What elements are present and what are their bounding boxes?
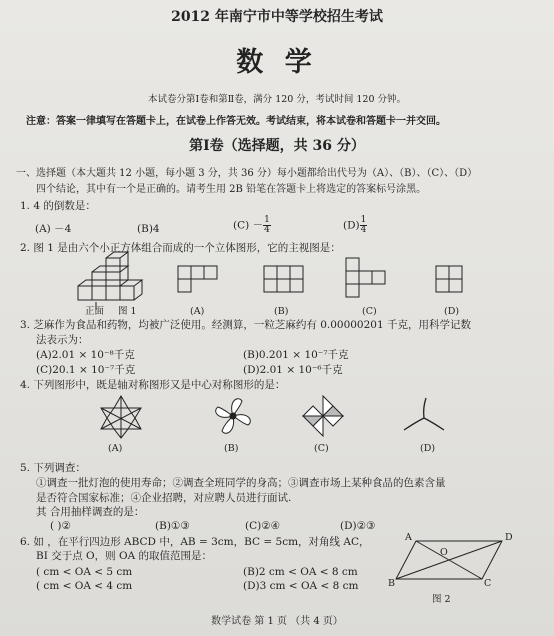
q6-line-1: 6. 如 ，在平行四边形 ABCD 中，AB = 3cm，BC = 5cm，对角线 AC， (20, 536, 370, 548)
q1-option-d (343, 216, 367, 235)
section-title: 第Ⅰ卷（选择题，共 36 分） (189, 138, 365, 154)
q6-parallelogram-figure (398, 533, 518, 589)
q6-option-b: (B)2 cm < OA < 8 cm (243, 566, 358, 578)
q1-option-d-denominator: 4 (360, 225, 367, 235)
exam-info-line: 本试卷分第Ⅰ卷和第Ⅱ卷，满分 120 分，考试时间 120 分钟。 (147, 94, 407, 105)
section-instructions-1: 一、选择题（本大题共 12 小题，每小题 3 分，共 36 分）每小题都给出代号为（A）、（B）、（C）、（D） (16, 168, 478, 179)
page-footer: 数学试卷 第 1 页 （共 4 页） (211, 616, 343, 627)
q4-option-c-windmill (300, 393, 346, 439)
q6-figure-label: 图 2 (432, 594, 451, 605)
q6-point-c: C (484, 578, 492, 589)
q4-option-c-label: (C) (314, 443, 329, 454)
q4-option-b-pinwheel-flower (208, 393, 258, 439)
q6-option-d: (D)3 cm < OA < 8 cm (243, 580, 359, 592)
q2-option-c-label: (C) (362, 306, 377, 317)
q3-option-b: (B)0.201 × 10⁻⁷千克 (243, 349, 349, 361)
q6-point-d: D (505, 532, 513, 543)
q5-option-d: (D)②③ (340, 520, 376, 532)
q5-line-2: 是否符合国家标准；④企业招聘，对应聘人员进行面试. (36, 492, 292, 504)
q5-option-b: (B)①③ (155, 520, 190, 532)
section-instructions-2: 四个结论，其中有一个是正确的。请考生用 2B 铅笔在答题卡上将选定的答案标号涂黑。 (36, 184, 427, 195)
notice-line: 注意：答案一律填写在答题卡上，在试卷上作答无效。考试结束，将本试卷和答题卡一并交回。 (26, 116, 446, 127)
q1-option-a: (A) －4 (35, 223, 72, 235)
q1-option-c-prefix: (C) － (233, 219, 264, 232)
q2-option-d-label: (D) (444, 306, 460, 317)
q4-option-a-label: (A) (108, 443, 123, 454)
q4-option-b-label: (B) (224, 443, 239, 454)
q5-line-3: 其 合用抽样调查的是： (36, 506, 145, 518)
subject-title: 数 学 (236, 47, 318, 78)
q1-option-d-numerator: 1 (360, 215, 367, 225)
q1-option-d-fraction (360, 216, 368, 235)
q5-line-1: ①调查一批灯泡的使用寿命；②调查全班同学的身高；③调查市场上某种食品的色素含量 (36, 477, 446, 489)
q6-option-a: ( cm < OA < 5 cm (36, 566, 133, 578)
q4-stem: 4. 下列图形中，既是轴对称图形又是中心对称图形的是： (20, 379, 286, 391)
q5-option-a: ( )② (50, 520, 71, 532)
exam-title: 2012 年南宁市中等学校招生考试 (171, 9, 383, 25)
q2-option-b-label: (B) (274, 306, 289, 317)
q3-stem-line-1: 3. 芝麻作为食品和药物，均被广泛使用。经测算，一粒芝麻约有 0.00000201 千克，用科学记数 (20, 319, 471, 331)
q6-point-o: O (440, 547, 448, 558)
q2-figure-1-cubes (70, 256, 170, 312)
q2-option-b-figure (262, 262, 306, 302)
q5-option-c: (C)②④ (245, 520, 281, 532)
q1-option-b: (B)4 (137, 223, 160, 235)
q2-option-c-figure (344, 256, 394, 306)
q3-option-c: (C)20.1 × 10⁻⁷千克 (36, 364, 136, 376)
q6-point-b: B (388, 578, 395, 589)
q2-option-a-label: (A) (190, 306, 205, 317)
q2-option-d-figure (434, 262, 478, 302)
q4-option-a-hexagram (98, 394, 144, 438)
q1-option-c (233, 216, 271, 235)
q5-stem: 5. 下列调查： (20, 462, 86, 474)
q2-front-label: 正面 (85, 306, 105, 317)
q4-option-d-label: (D) (420, 443, 436, 454)
q6-line-2: BI 交于点 O，则 OA 的取值范围是： (36, 550, 213, 562)
q3-stem-line-2: 法表示为： (36, 334, 89, 346)
q4-option-d-three-arcs (400, 396, 448, 436)
q2-stem: 2. 图 1 是由六个小正方体组合而成的一个立体图形，它的主视图是： (20, 242, 341, 254)
q1-option-c-fraction (263, 216, 271, 235)
q1-stem: 1. 4 的倒数是： (20, 200, 96, 212)
q2-option-a-figure (176, 262, 220, 302)
q1-option-c-denominator: 4 (264, 225, 270, 235)
q3-option-a: (A)2.01 × 10⁻⁸千克 (36, 349, 135, 361)
q2-figure-1-label: 图 1 (118, 306, 137, 317)
q1-option-c-numerator: 1 (264, 215, 270, 225)
q3-option-d: (D)2.01 × 10⁻⁶千克 (243, 364, 343, 376)
q1-option-d-prefix: (D) (343, 219, 360, 232)
q6-option-c: ( cm < OA < 4 cm (36, 580, 133, 592)
q6-point-a: A (405, 532, 412, 543)
